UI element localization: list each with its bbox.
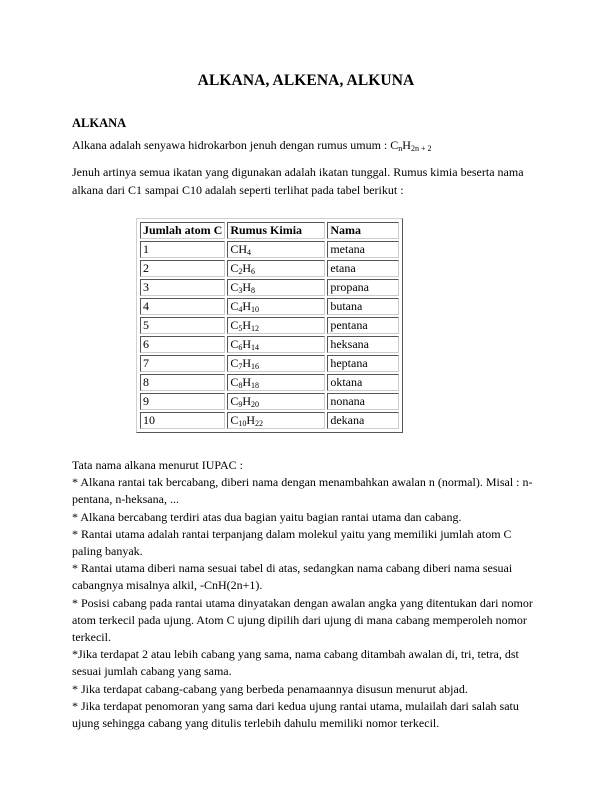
formula-c-subscript: 5 bbox=[238, 324, 243, 333]
rule-item: * Posisi cabang pada rantai utama dinyatakan dengan awalan angka yang ditentukan dari nomor atom terkecil pada ujung. Atom C ujung dipilih dari ujung di mana cabang memperoleh nomor terkecil. bbox=[72, 595, 533, 645]
cell-formula bbox=[227, 336, 325, 353]
formula-h-subscript: 6 bbox=[251, 267, 256, 276]
cell-carbon-count: 10 bbox=[140, 412, 225, 429]
rule-item: * Alkana bercabang terdiri atas dua bagian yaitu bagian rantai utama dan cabang. bbox=[72, 509, 462, 524]
formula-c: C bbox=[230, 318, 239, 332]
cell-name: heptana bbox=[327, 355, 399, 372]
cell-formula bbox=[227, 279, 325, 296]
table-row bbox=[140, 336, 399, 353]
cell-name: oktana bbox=[327, 374, 399, 391]
cell-carbon-count: 4 bbox=[140, 298, 225, 315]
cell-carbon-count: 6 bbox=[140, 336, 225, 353]
cell-formula bbox=[227, 393, 325, 410]
rule-item: * Rantai utama adalah rantai terpanjang dalam molekul yaitu yang memiliki jumlah atom C paling banyak. bbox=[72, 526, 512, 559]
formula-h: H bbox=[246, 413, 256, 427]
table-body bbox=[140, 241, 399, 429]
table-row bbox=[140, 298, 399, 315]
page-title: ALKANA, ALKENA, ALKUNA bbox=[197, 72, 415, 89]
cell-carbon-count: 7 bbox=[140, 355, 225, 372]
formula-c: C bbox=[390, 138, 399, 152]
rule-item: * Jika terdapat cabang-cabang yang berbeda penamaannya disusun menurut abjad. bbox=[72, 681, 468, 696]
cell-formula bbox=[227, 260, 325, 277]
formula-h-subscript: 16 bbox=[251, 362, 260, 371]
table-row bbox=[140, 317, 399, 334]
formula-h: H bbox=[242, 280, 252, 294]
cell-formula bbox=[227, 412, 325, 429]
formula-c-subscript: 6 bbox=[238, 343, 243, 352]
formula-c-subscript: n bbox=[398, 144, 403, 153]
cell-name: dekana bbox=[327, 412, 399, 429]
formula-h: H bbox=[242, 337, 252, 351]
table-row bbox=[140, 355, 399, 372]
formula-h-subscript: 4 bbox=[247, 248, 252, 257]
table-row bbox=[140, 393, 399, 410]
formula-h-subscript: 18 bbox=[251, 381, 260, 390]
cell-name: etana bbox=[327, 260, 399, 277]
rule-item: *Jika terdapat 2 atau lebih cabang yang sama, nama cabang ditambah awalan di, tri, tetra, dst sesuai jumlah cabang yang sama. bbox=[72, 647, 519, 679]
formula-h-subscript: 22 bbox=[255, 419, 264, 428]
formula-c-subscript: 7 bbox=[238, 362, 243, 371]
formula-h: H bbox=[242, 299, 252, 313]
cell-name: propana bbox=[327, 279, 399, 296]
table-row bbox=[140, 241, 399, 258]
table-row bbox=[140, 412, 399, 429]
cell-name: nonana bbox=[327, 393, 399, 410]
cell-carbon-count: 9 bbox=[140, 393, 225, 410]
formula-c: C bbox=[230, 280, 239, 294]
iupac-rules bbox=[72, 457, 544, 732]
formula-h: H bbox=[402, 138, 411, 152]
formula-h-subscript: 2n + 2 bbox=[410, 144, 432, 153]
formula-h-subscript: 20 bbox=[251, 400, 260, 409]
formula-c: C bbox=[230, 337, 239, 351]
rule-item: * Jika terdapat penomoran yang sama dari kedua ujung rantai utama, mulailah dari salah satu ujung sehingga cabang yang ditulis terlebih dahulu memiliki nomor terkecil. bbox=[72, 698, 519, 731]
cell-name: pentana bbox=[327, 317, 399, 334]
formula-c: C bbox=[230, 394, 239, 408]
cell-formula bbox=[227, 241, 325, 258]
formula-c-subscript: 3 bbox=[238, 286, 243, 295]
formula-h: H bbox=[242, 356, 252, 370]
formula-h-subscript: 14 bbox=[251, 343, 260, 352]
cell-carbon-count: 1 bbox=[140, 241, 225, 258]
column-header-name: Nama bbox=[327, 222, 399, 239]
cell-carbon-count: 3 bbox=[140, 279, 225, 296]
table-row bbox=[140, 279, 399, 296]
formula-c: C bbox=[230, 299, 239, 313]
formula-c-subscript: 8 bbox=[238, 381, 243, 390]
formula-h: H bbox=[242, 394, 252, 408]
formula-c: C bbox=[230, 375, 239, 389]
formula-c: C bbox=[230, 413, 239, 427]
formula-c: C bbox=[230, 356, 239, 370]
formula-h-subscript: 12 bbox=[251, 324, 260, 333]
alkane-table bbox=[138, 220, 401, 431]
formula-c: C bbox=[230, 261, 239, 275]
column-header-formula: Rumus Kimia bbox=[227, 222, 325, 239]
column-header-carbon-count: Jumlah atom C bbox=[140, 222, 225, 239]
rule-item: Tata nama alkana menurut IUPAC : bbox=[72, 458, 244, 472]
cell-name: metana bbox=[327, 241, 399, 258]
formula-h: H bbox=[238, 242, 248, 256]
cell-carbon-count: 2 bbox=[140, 260, 225, 277]
alkane-table-frame bbox=[136, 218, 403, 433]
intro-paragraph bbox=[72, 136, 542, 154]
cell-formula bbox=[227, 374, 325, 391]
formula-h-subscript: 10 bbox=[251, 305, 260, 314]
rule-item: * Alkana rantai tak bercabang, diberi nama dengan menambahkan awalan n (normal). Misal : n-pentana, n-heksana, ... bbox=[72, 475, 533, 507]
formula-c-subscript: 2 bbox=[238, 267, 243, 276]
formula-h: H bbox=[242, 261, 252, 275]
section-heading: ALKANA bbox=[72, 116, 127, 130]
rule-item: * Rantai utama diberi nama sesuai tabel di atas, sedangkan nama cabang diberi nama sesuai cabangnya misalnya alkil, -CnH(2n+1). bbox=[72, 561, 513, 593]
formula-c: C bbox=[230, 242, 239, 256]
formula-c-subscript: 10 bbox=[238, 419, 247, 428]
formula-h-subscript: 8 bbox=[251, 286, 256, 295]
intro-text: Alkana adalah senyawa hidrokarbon jenuh dengan rumus umum : bbox=[72, 138, 391, 152]
table-row bbox=[140, 260, 399, 277]
table-header-row bbox=[140, 222, 399, 239]
cell-formula bbox=[227, 298, 325, 315]
cell-name: butana bbox=[327, 298, 399, 315]
cell-name: heksana bbox=[327, 336, 399, 353]
table-row bbox=[140, 374, 399, 391]
formula-h: H bbox=[242, 375, 252, 389]
formula-h: H bbox=[242, 318, 252, 332]
formula-c-subscript: 4 bbox=[238, 305, 243, 314]
cell-formula bbox=[227, 355, 325, 372]
cell-carbon-count: 8 bbox=[140, 374, 225, 391]
formula-c-subscript: 9 bbox=[238, 400, 243, 409]
definition-paragraph: Jenuh artinya semua ikatan yang digunakan adalah ikatan tunggal. Rumus kimia beserta nama alkana dari C1 sampai C10 adalah seperti terlihat pada tabel berikut : bbox=[72, 165, 524, 197]
cell-formula bbox=[227, 317, 325, 334]
cell-carbon-count: 5 bbox=[140, 317, 225, 334]
